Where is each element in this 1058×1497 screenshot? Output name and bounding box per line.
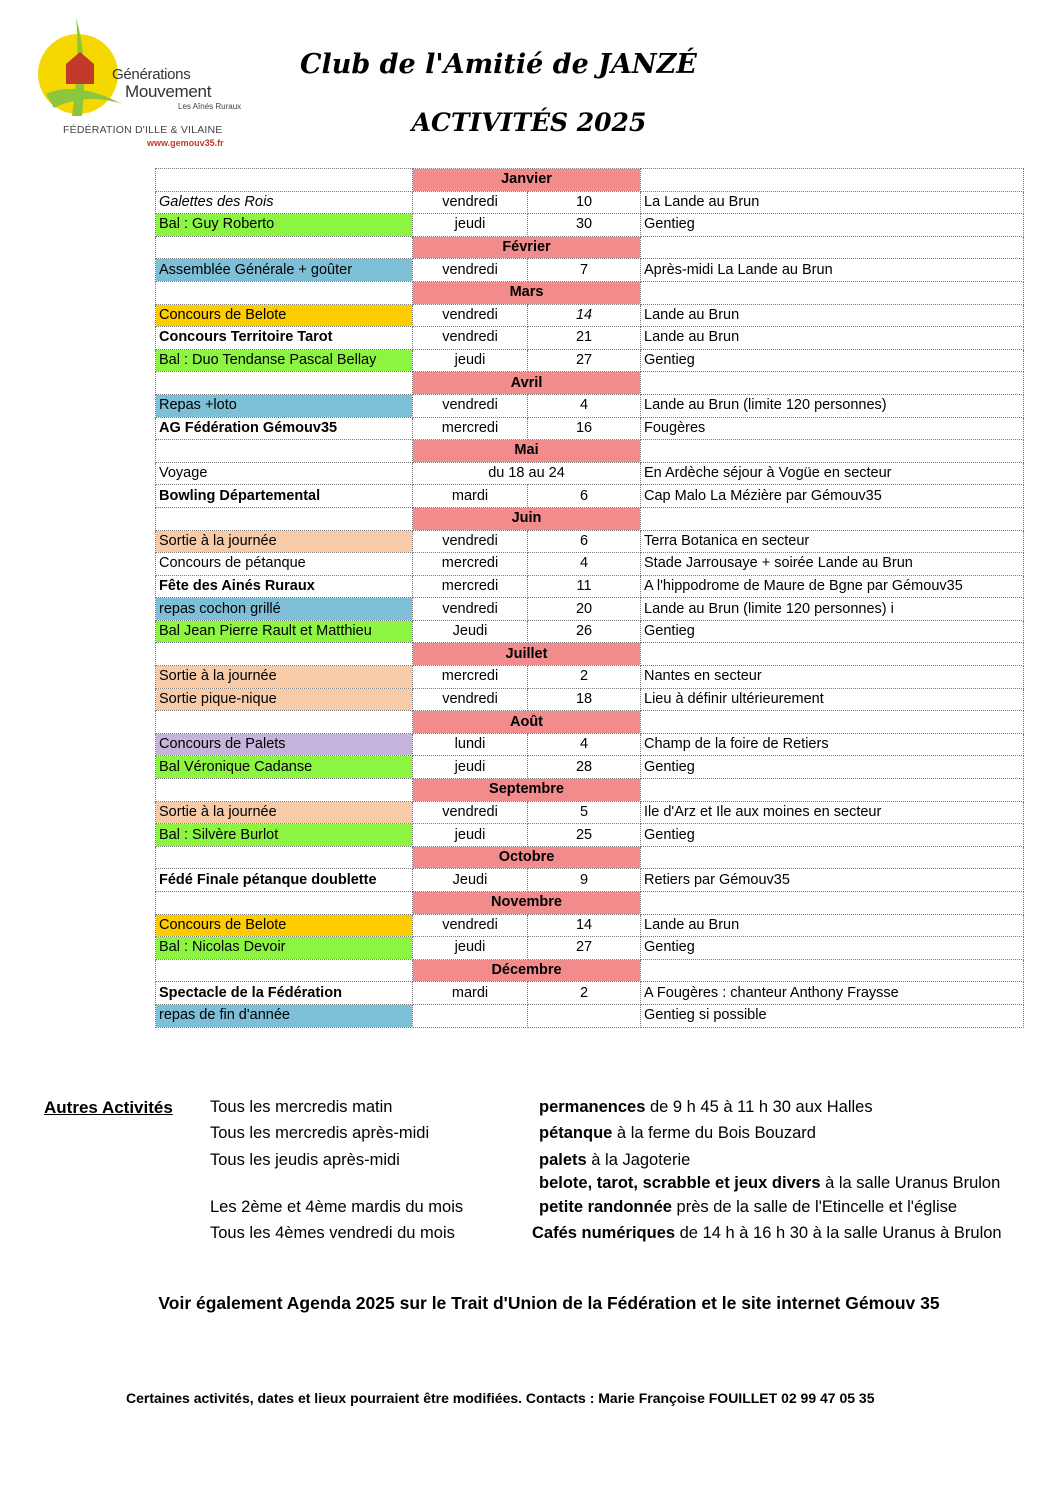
month-label: Décembre <box>413 959 641 982</box>
empty-cell <box>641 236 1024 259</box>
activity-name: Bal : Duo Tendanse Pascal Bellay <box>156 349 413 372</box>
activity-day: vendredi <box>413 259 528 282</box>
empty-cell <box>156 959 413 982</box>
activity-place: En Ardèche séjour à Vogüe en secteur <box>641 462 1024 485</box>
empty-cell <box>156 281 413 304</box>
other-activity-what <box>539 1124 816 1143</box>
activity-date: 26 <box>528 620 641 643</box>
activity-day: vendredi <box>413 688 528 711</box>
activity-day: mercredi <box>413 666 528 689</box>
activity-name: Concours Territoire Tarot <box>156 327 413 350</box>
other-activity-what <box>539 1174 1000 1193</box>
activity-day: mercredi <box>413 575 528 598</box>
activity-place: Lande au Brun (limite 120 personnes) <box>641 394 1024 417</box>
activity-day: jeudi <box>413 937 528 960</box>
empty-cell <box>156 372 413 395</box>
activity-day: vendredi <box>413 801 528 824</box>
activity-name: Bal Véronique Cadanse <box>156 756 413 779</box>
other-activity-title: Cafés numériques <box>532 1224 676 1242</box>
activity-date: 6 <box>528 530 641 553</box>
other-activity-title: pétanque <box>539 1124 613 1142</box>
month-row <box>156 892 1024 915</box>
other-activity-detail: de 9 h 45 à 11 h 30 aux Halles <box>645 1098 873 1116</box>
month-label: Janvier <box>413 169 641 192</box>
activities-table-body <box>156 169 1024 1028</box>
event-row <box>156 824 1024 847</box>
activity-place: Stade Jarrousaye + soirée Lande au Brun <box>641 553 1024 576</box>
activity-day: lundi <box>413 733 528 756</box>
activity-date: 4 <box>528 553 641 576</box>
activity-name: Bowling Départemental <box>156 485 413 508</box>
activity-name: repas de fin d'année <box>156 1004 413 1027</box>
event-row <box>156 801 1024 824</box>
activity-place: Cap Malo La Mézière par Gémouv35 <box>641 485 1024 508</box>
event-row <box>156 575 1024 598</box>
other-activity-title: permanences <box>539 1098 646 1116</box>
event-row <box>156 620 1024 643</box>
other-activity-detail: à la salle Uranus Brulon <box>820 1174 1001 1192</box>
month-label: Novembre <box>413 892 641 915</box>
activities-table <box>155 168 1024 1028</box>
empty-cell <box>156 711 413 734</box>
activity-place: Ile d'Arz et Ile aux moines en secteur <box>641 801 1024 824</box>
activity-date: 28 <box>528 756 641 779</box>
activity-place: Lande au Brun (limite 120 personnes) i <box>641 598 1024 621</box>
month-row <box>156 643 1024 666</box>
activity-day: vendredi <box>413 327 528 350</box>
logo-website: www.gemouv35.fr <box>147 138 224 148</box>
activity-day: vendredi <box>413 598 528 621</box>
activity-day: mercredi <box>413 417 528 440</box>
empty-cell <box>156 892 413 915</box>
event-row <box>156 191 1024 214</box>
event-row <box>156 756 1024 779</box>
month-row <box>156 779 1024 802</box>
activity-date: 27 <box>528 349 641 372</box>
other-activity-what <box>532 1224 1002 1243</box>
activity-name: Concours de Belote <box>156 304 413 327</box>
empty-cell <box>641 169 1024 192</box>
month-row <box>156 959 1024 982</box>
activity-place: Lieu à définir ultérieurement <box>641 688 1024 711</box>
activity-day: mercredi <box>413 553 528 576</box>
other-activity-detail: à la Jagoterie <box>586 1151 691 1169</box>
activity-date: 21 <box>528 327 641 350</box>
activity-place: Lande au Brun <box>641 304 1024 327</box>
activity-place: Retiers par Gémouv35 <box>641 869 1024 892</box>
activity-dates: du 18 au 24 <box>413 462 641 485</box>
activity-day: vendredi <box>413 530 528 553</box>
empty-cell <box>156 236 413 259</box>
other-activity-when: Tous les 4èmes vendredi du mois <box>210 1224 455 1242</box>
event-row <box>156 982 1024 1005</box>
month-row <box>156 372 1024 395</box>
activity-date: 5 <box>528 801 641 824</box>
empty-cell <box>641 643 1024 666</box>
activity-place: Lande au Brun <box>641 914 1024 937</box>
other-activity-detail: de 14 h à 16 h 30 à la salle Uranus à Brulon <box>675 1224 1002 1242</box>
event-row <box>156 914 1024 937</box>
other-activity-detail: à la ferme du Bois Bouzard <box>612 1124 816 1142</box>
event-row <box>156 598 1024 621</box>
activity-day: jeudi <box>413 214 528 237</box>
empty-cell <box>641 846 1024 869</box>
agenda-note: Voir également Agenda 2025 sur le Trait d'Union de la Fédération et le site internet Gémouv 35 <box>158 1293 940 1313</box>
activity-date: 30 <box>528 214 641 237</box>
activity-place: La Lande au Brun <box>641 191 1024 214</box>
activity-date: 25 <box>528 824 641 847</box>
activity-place: Terra Botanica en secteur <box>641 530 1024 553</box>
month-label: Juillet <box>413 643 641 666</box>
other-activity-when: Tous les jeudis après-midi <box>210 1151 400 1169</box>
other-activity-when: Les 2ème et 4ème mardis du mois <box>210 1198 464 1216</box>
empty-cell <box>156 169 413 192</box>
event-row <box>156 214 1024 237</box>
empty-cell <box>641 779 1024 802</box>
event-row <box>156 688 1024 711</box>
month-label: Juin <box>413 507 641 530</box>
event-row <box>156 417 1024 440</box>
event-row <box>156 666 1024 689</box>
empty-cell <box>641 507 1024 530</box>
activity-day <box>413 1004 528 1027</box>
activity-place: Champ de la foire de Retiers <box>641 733 1024 756</box>
event-row <box>156 733 1024 756</box>
activity-day: mardi <box>413 485 528 508</box>
empty-cell <box>641 892 1024 915</box>
activity-place: Gentieg <box>641 756 1024 779</box>
activity-place: Gentieg <box>641 214 1024 237</box>
activity-place: Gentieg si possible <box>641 1004 1024 1027</box>
empty-cell <box>156 846 413 869</box>
activity-name: Repas +loto <box>156 394 413 417</box>
event-row <box>156 937 1024 960</box>
month-label: Mai <box>413 440 641 463</box>
other-activity-title: belote, tarot, scrabble et jeux divers <box>539 1174 821 1192</box>
event-row <box>156 304 1024 327</box>
activity-place: Lande au Brun <box>641 327 1024 350</box>
activity-name: Sortie à la journée <box>156 666 413 689</box>
activity-place: Nantes en secteur <box>641 666 1024 689</box>
event-row <box>156 869 1024 892</box>
month-row <box>156 236 1024 259</box>
activity-name: Sortie pique-nique <box>156 688 413 711</box>
empty-cell <box>641 372 1024 395</box>
other-activity-what <box>539 1098 873 1117</box>
activity-date: 7 <box>528 259 641 282</box>
month-row <box>156 281 1024 304</box>
empty-cell <box>156 779 413 802</box>
activity-name: Sortie à la journée <box>156 530 413 553</box>
month-label: Août <box>413 711 641 734</box>
month-row <box>156 846 1024 869</box>
activity-date: 2 <box>528 666 641 689</box>
activity-name: Bal : Guy Roberto <box>156 214 413 237</box>
activity-name: Sortie à la journée <box>156 801 413 824</box>
empty-cell <box>641 711 1024 734</box>
logo-line-1: Générations <box>112 66 191 83</box>
activity-date: 6 <box>528 485 641 508</box>
event-row <box>156 485 1024 508</box>
event-row <box>156 327 1024 350</box>
activity-name: Fête des Ainés Ruraux <box>156 575 413 598</box>
activity-place: Fougères <box>641 417 1024 440</box>
activity-place: A l'hippodrome de Maure de Bgne par Gémouv35 <box>641 575 1024 598</box>
activity-name: Bal Jean Pierre Rault et Matthieu <box>156 620 413 643</box>
other-activity-detail: près de la salle de l'Etincelle et l'église <box>671 1198 958 1216</box>
logo-federation: FÉDÉRATION D'ILLE & VILAINE <box>63 124 223 136</box>
activity-date: 20 <box>528 598 641 621</box>
footer-note: Certaines activités, dates et lieux pourraient être modifiées. Contacts : Marie Françoise FOUILLET 02 99 47 05 35 <box>126 1390 875 1406</box>
month-label: Septembre <box>413 779 641 802</box>
empty-cell <box>641 281 1024 304</box>
activity-date <box>528 1004 641 1027</box>
activity-date: 2 <box>528 982 641 1005</box>
activity-place: A Fougères : chanteur Anthony Fraysse <box>641 982 1024 1005</box>
empty-cell <box>641 440 1024 463</box>
activity-place: Gentieg <box>641 349 1024 372</box>
month-row <box>156 507 1024 530</box>
activity-name: Assemblée Générale + goûter <box>156 259 413 282</box>
activity-name: Bal : Silvère Burlot <box>156 824 413 847</box>
empty-cell <box>156 643 413 666</box>
activity-day: vendredi <box>413 304 528 327</box>
activity-day: vendredi <box>413 191 528 214</box>
activity-date: 11 <box>528 575 641 598</box>
activity-place: Gentieg <box>641 937 1024 960</box>
other-activity-what <box>539 1198 957 1217</box>
activity-name: Spectacle de la Fédération <box>156 982 413 1005</box>
activity-date: 9 <box>528 869 641 892</box>
activity-day: vendredi <box>413 394 528 417</box>
activity-day: vendredi <box>413 914 528 937</box>
activity-name: Concours de Belote <box>156 914 413 937</box>
month-label: Mars <box>413 281 641 304</box>
club-title: Club de l'Amitié de JANZÉ <box>300 49 697 80</box>
activity-day: Jeudi <box>413 869 528 892</box>
month-label: Février <box>413 236 641 259</box>
other-activity-title: petite randonnée <box>539 1198 672 1216</box>
logo-line-2: Mouvement <box>125 82 212 101</box>
month-label: Avril <box>413 372 641 395</box>
other-activities-heading: Autres Activités <box>44 1098 173 1117</box>
event-row <box>156 530 1024 553</box>
activity-date: 16 <box>528 417 641 440</box>
month-row <box>156 169 1024 192</box>
empty-cell <box>156 440 413 463</box>
empty-cell <box>641 959 1024 982</box>
activity-name: Voyage <box>156 462 413 485</box>
activity-day: jeudi <box>413 349 528 372</box>
empty-cell <box>156 507 413 530</box>
logo-line-3: Les Aînés Ruraux <box>178 102 242 111</box>
activity-date: 10 <box>528 191 641 214</box>
activity-name: AG Fédération Gémouv35 <box>156 417 413 440</box>
activity-day: jeudi <box>413 824 528 847</box>
activities-title: ACTIVITÉS 2025 <box>411 108 647 137</box>
event-row <box>156 1004 1024 1027</box>
activity-place: Gentieg <box>641 824 1024 847</box>
event-row <box>156 553 1024 576</box>
event-row <box>156 259 1024 282</box>
event-row <box>156 349 1024 372</box>
activity-place: Après-midi La Lande au Brun <box>641 259 1024 282</box>
other-activity-when: Tous les mercredis matin <box>210 1098 393 1116</box>
activity-day: Jeudi <box>413 620 528 643</box>
month-label: Octobre <box>413 846 641 869</box>
activity-date: 14 <box>528 914 641 937</box>
activity-date: 14 <box>528 304 641 327</box>
activity-name: Galettes des Rois <box>156 191 413 214</box>
other-activity-what <box>539 1151 690 1170</box>
activity-name: Bal : Nicolas Devoir <box>156 937 413 960</box>
month-row <box>156 440 1024 463</box>
activity-date: 18 <box>528 688 641 711</box>
month-row <box>156 711 1024 734</box>
activity-name: Fédé Finale pétanque doublette <box>156 869 413 892</box>
activity-name: repas cochon grillé <box>156 598 413 621</box>
other-activity-title: palets <box>539 1151 587 1169</box>
activity-day: mardi <box>413 982 528 1005</box>
activity-day: jeudi <box>413 756 528 779</box>
activity-place: Gentieg <box>641 620 1024 643</box>
activity-date: 4 <box>528 733 641 756</box>
activity-name: Concours de pétanque <box>156 553 413 576</box>
activity-date: 27 <box>528 937 641 960</box>
activity-name: Concours de Palets <box>156 733 413 756</box>
other-activity-when: Tous les mercredis après-midi <box>210 1124 430 1142</box>
activity-date: 4 <box>528 394 641 417</box>
event-row <box>156 462 1024 485</box>
event-row <box>156 394 1024 417</box>
